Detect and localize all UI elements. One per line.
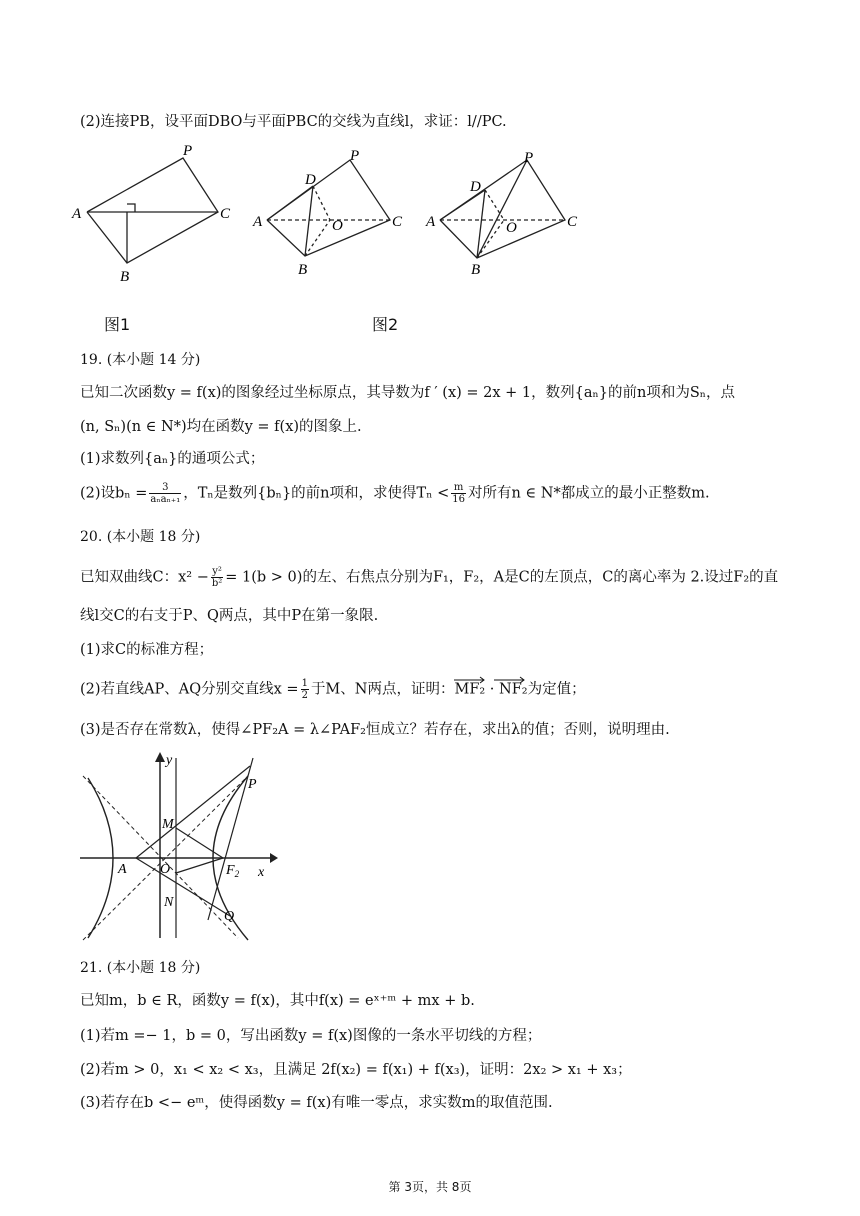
fig2l-label-c: C bbox=[392, 214, 403, 230]
fig1-label-a: A bbox=[72, 206, 82, 222]
q20-part2: (2)若直线AP、AQ分别交直线x = $\frac{1}{2}$ 于M、N两点，证明：MF₂ · NF₂为定值； bbox=[80, 678, 586, 701]
fig2r-label-o: O bbox=[506, 220, 517, 236]
figure-2-right bbox=[422, 148, 582, 280]
q21-line1: 已知m，b ∈ R，函数y = f(x)，其中f(x) = eˣ⁺ᵐ + mx + b. bbox=[80, 993, 475, 1009]
fig3-label-q: Q bbox=[224, 909, 235, 924]
q21-part2: (2)若m > 0，x₁ < x₂ < x₃，且满足 2f(x₂) = f(x₁) + f(x₃)，证明：2x₂ > x₁ + x₃； bbox=[80, 1062, 632, 1078]
fig3-label-o: O bbox=[160, 862, 171, 877]
fig2l-label-o: O bbox=[332, 218, 343, 234]
q19-line2: (n, Sₙ)(n ∈ N*)均在函数y = f(x)的图象上. bbox=[80, 419, 362, 435]
q20-part1: (1)求C的标准方程； bbox=[80, 642, 214, 658]
fig3-label-m: M bbox=[162, 817, 174, 832]
q19-heading: 19. (本小题 14 分) bbox=[80, 352, 201, 368]
q21-part1: (1)若m =− 1，b = 0，写出函数y = f(x)图像的一条水平切线的方程； bbox=[80, 1028, 542, 1044]
q21-heading: 21. (本小题 18 分) bbox=[80, 960, 201, 976]
fig2r-label-d: D bbox=[470, 179, 481, 195]
figure-2-left bbox=[250, 148, 410, 280]
q19-part2: (2)设bₙ = $\frac{3}{\text{aₙaₙ₊₁}}$ ，Tₙ是数列{bₙ}的前n项和，求使得Tₙ < $\frac{m}{16}$ 对所有n ∈ N*都成立的最小正整数m. bbox=[80, 482, 710, 505]
q21-part3: (3)若存在b <− eᵐ，使得函数y = f(x)有唯一零点，求实数m的取值范围. bbox=[80, 1095, 553, 1111]
fig3-label-y: y bbox=[166, 753, 173, 768]
figure-2-caption: 图2 bbox=[372, 315, 399, 334]
fig3-label-a: A bbox=[118, 862, 127, 877]
q19-line1: 已知二次函数y = f(x)的图象经过坐标原点，其导数为f ′ (x) = 2x + 1，数列{aₙ}的前n项和为Sₙ，点 bbox=[80, 385, 736, 401]
figure-1-caption: 图1 bbox=[104, 315, 131, 334]
fig2r-label-p: P bbox=[524, 150, 534, 166]
fig3-label-n: N bbox=[164, 895, 174, 910]
fig3-label-p: P bbox=[248, 777, 257, 792]
fig2l-label-b: B bbox=[298, 262, 308, 278]
fig1-label-p: P bbox=[183, 143, 193, 159]
q18-part2: (2)连接PB，设平面DBO与平面PBC的交线为直线l，求证：l//PC. bbox=[80, 114, 507, 130]
figure-1 bbox=[70, 140, 240, 290]
q20-line1: 已知双曲线C：x² − $\frac{\text{y²}}{\text{b²}}$ = 1(b > 0)的左、右焦点分别为F₁，F₂，A是C的左顶点，C的离心率为 2.设过F₂的直 bbox=[80, 566, 779, 589]
q19-part1: (1)求数列{aₙ}的通项公式； bbox=[80, 451, 265, 467]
fig2l-label-d: D bbox=[305, 172, 316, 188]
fig2l-label-p: P bbox=[350, 148, 360, 164]
q20-part3: (3)是否存在常数λ，使得∠PF₂A = λ∠PAF₂恒成立？若存在，求出λ的值；否则，说明理由. bbox=[80, 722, 670, 738]
page-footer: 第 3页，共 8页 bbox=[388, 1180, 472, 1194]
q20-line2: 线l交C的右支于P、Q两点，其中P在第一象限. bbox=[80, 608, 379, 624]
figure-3-hyperbola bbox=[78, 748, 278, 943]
fig2r-label-a: A bbox=[426, 214, 436, 230]
fig1-label-c: C bbox=[220, 206, 231, 222]
q20-heading: 20. (本小题 18 分) bbox=[80, 529, 201, 545]
fig3-label-f2: $F_2$ bbox=[226, 863, 240, 879]
fig2r-label-b: B bbox=[471, 262, 481, 278]
fig1-label-b: B bbox=[120, 269, 130, 285]
fig3-label-x: x bbox=[258, 865, 265, 880]
fig2r-label-c: C bbox=[567, 214, 578, 230]
fig2l-label-a: A bbox=[253, 214, 263, 230]
vector-arrows bbox=[452, 675, 527, 685]
